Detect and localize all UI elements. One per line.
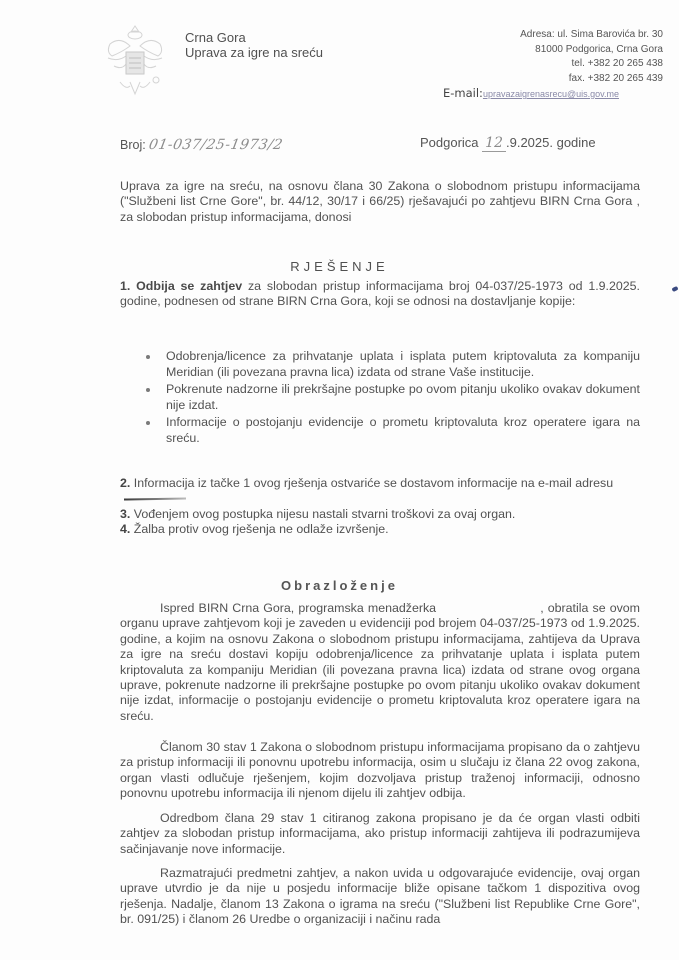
coat-of-arms-icon bbox=[100, 22, 170, 100]
organization-block bbox=[185, 30, 323, 60]
redacted-email bbox=[124, 498, 186, 501]
address-line-1: Adresa: ul. Sima Barovića br. 30 bbox=[520, 29, 663, 40]
list-item: Odobrenja/licence za prihvatanje uplata i isplata putem kriptovaluta za kompaniju Meridian (ili povezana pravna lica) izdata od strane Vaše institucije. bbox=[146, 349, 640, 380]
intro-paragraph: Uprava za igre na sreću, na osnovu člana 30 Zakona o slobodnom pristupu informacijama ("Službeni list Crne Gore", br. 44/12, 30/17 i 66/25) rješavajući po zahtjevu BIRN Crna Gora , za slobodan pristup informacijama, donosi bbox=[120, 179, 640, 224]
justification-paragraph-3: Odredbom člana 29 stav 1 citiranog zakona propisano je da će organ vlasti odbiti zahtjev za slobodan pristup informacijama, ako pristup informaciji zahtijeva ili podrazumijeva sačinjavanje nove informacije. bbox=[120, 811, 640, 856]
decision-item-2: 2. Informacija iz tačke 1 ovog rješenja ostvariće se dostavom informacije na e-mail adresu bbox=[120, 476, 640, 507]
broj-handwritten-value: 01-037/25-1973/2 bbox=[147, 137, 285, 153]
list-item: Pokrenute nadzorne ili prekršajne postupke po ovom pitanju ukoliko ovakav dokument nije izdat. bbox=[146, 382, 640, 413]
date-suffix: .9.2025. godine bbox=[506, 135, 596, 150]
justification-heading: Obrazloženje bbox=[281, 578, 398, 593]
decision-items-2-4 bbox=[120, 476, 640, 538]
email-link[interactable]: upravazaigrenasrecu@uis.gov.me bbox=[482, 89, 619, 99]
bullet-icon bbox=[146, 355, 150, 359]
contact-block bbox=[520, 28, 663, 86]
decision-item-3: 3. Vođenjem ovog postupka nijesu nastali stvarni troškovi za ovaj organ. bbox=[120, 506, 516, 521]
justification-paragraph-4: Razmatrajući predmetni zahtjev, a nakon uvida u odgovarajuće evidencije, ovaj organ uprave utvrdio je da nije u posjedu informacije bliže opisane tačkom 1 dispozitiva ovog rješenja. Nadalje, članom 13 Zakona o igrama na sreću ("Službeni list Republike Crne Gore", br. 091/25) i članom 26 Uredbe o organizaciji i načinu rada bbox=[120, 866, 640, 927]
fax: fax. +382 20 265 439 bbox=[568, 72, 663, 84]
justification-paragraph-1: Ispred BIRN Crna Gora, programska menadžerka , obratila se ovom organu uprave zahtjevom koji je zaveden u evidenciji pod brojem 04-037/25-1973 od 1.9.2025. godine, a kojim na osnovu Zakona o slobodnom pristupu informacijama, zahtijeva da Uprava za igre na sreću dostavi kopiju odobrenja/licence za prihvatanje uplata i isplata putem kriptovaluta za kompaniju Meridian (ili povezana pravna lica) izdata od strane ovog organa uprave, pokrenute nadzorne ili prekršajne postupke po ovom pitanju ukoliko ovakav dokument nije izdat, informacije o postojanju evidencije o prometu kriptovaluta kroz operatere igara na sreću. bbox=[120, 601, 640, 723]
telephone: tel. +382 20 265 438 bbox=[571, 58, 663, 69]
reference-number bbox=[120, 137, 283, 153]
country-name: Crna Gora bbox=[185, 30, 246, 45]
justification-paragraph-2: Članom 30 stav 1 Zakona o slobodnom pristupu informacijama propisano da o zahtjevu za pristup informaciji ili ponovnu upotrebu informacija, osim u slučaju iz člana 22 ovog zakona, organ vlasti odlučuje rješenjem, kojim dozvoljava pristup traženoj informaciji, odnosno ponovnu upotrebu informacija ili njenom dijelu ili zahtjev odbija. bbox=[120, 740, 640, 801]
place: Podgorica bbox=[420, 135, 479, 150]
list-item: Informacije o postojanju evidencije o prometu kriptovaluta kroz operatere igara na sreću. bbox=[146, 415, 640, 446]
ink-mark bbox=[671, 286, 678, 292]
requested-documents-list bbox=[146, 349, 640, 449]
handwritten-day: 12 bbox=[482, 135, 506, 152]
broj-label: Broj: bbox=[120, 138, 146, 152]
item-1-number: 1. bbox=[120, 279, 131, 293]
email-label: E-mail: bbox=[443, 86, 483, 100]
item-1-bold: Odbija se zahtjev bbox=[136, 279, 243, 293]
document-date bbox=[420, 135, 596, 151]
decision-item-1 bbox=[120, 279, 640, 310]
bullet-icon bbox=[146, 421, 150, 425]
decision-item-4: 4. Žalba protiv ovog rješenja ne odlaže izvršenje. bbox=[120, 522, 389, 537]
address-line-2: 81000 Podgorica, Crna Gora bbox=[535, 43, 663, 55]
decision-heading: RJEŠENJE bbox=[290, 259, 389, 274]
item-1-text: za slobodan pristup informacijama broj 04-037/25-1973 od 1.9.2025. godine, podnesen od strane BIRN Crna Gora, koji se odnosi na dostavljanje kopije: bbox=[120, 279, 640, 309]
email-row bbox=[443, 86, 619, 100]
bullet-icon bbox=[146, 388, 150, 392]
organization-name: Uprava za igre na sreću bbox=[185, 45, 324, 60]
